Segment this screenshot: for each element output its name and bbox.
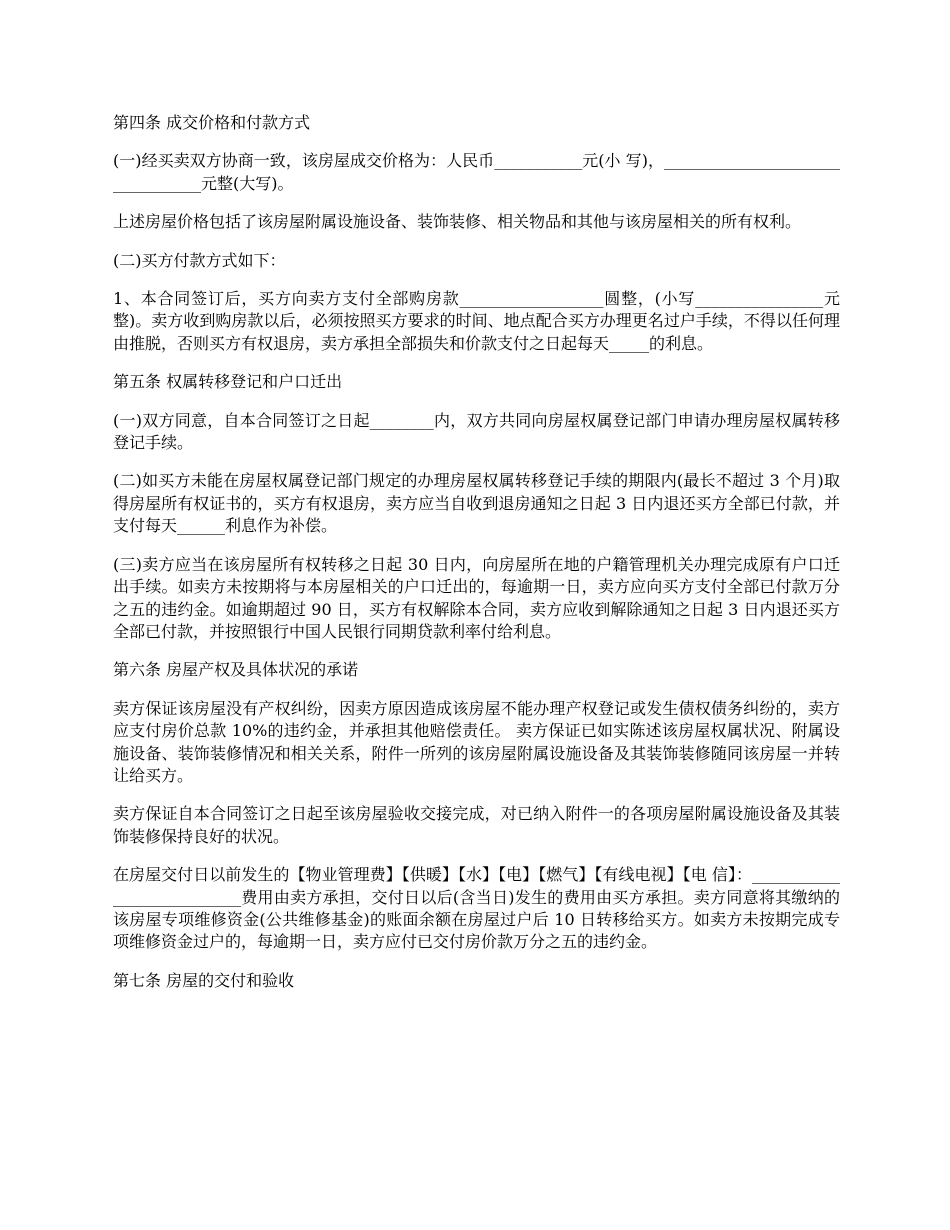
- paragraph-payment-1: 1、本合同签订后，买方向卖方支付全部购房款__________________圆整，(小写________________元整)。卖方收到购房款以后，必须按照买方要求的时间、地点配合买方办理更名过户手续，不得以任何理由推脱，否则买方有权退房，卖方承担全部损失和价款支付之日起每天_____的利息。: [113, 289, 840, 353]
- paragraph-fees: 在房屋交付日以前发生的【物业管理费】【供暖】【水】【电】【燃气】【有线电视】【电 信】：___________________________费用由卖方承担，交付日以后(含当日)发生的费用由买方承担。卖方同意将其缴纳的该房屋专项维修资金(公共维修基金)的账面余额在房屋过户后 10 日转移给买方。如卖方未按期完成专项维修资金过户的，每逾期一日，卖方应付已交付房价款万分之五的违约金。: [113, 865, 840, 952]
- paragraph-guarantee-2: 卖方保证自本合同签订之日起至该房屋验收交接完成，对已纳入附件一的各项房屋附属设施设备及其装饰装修保持良好的状况。: [113, 804, 840, 846]
- paragraph-transfer-1: (一)双方同意，自本合同签订之日起________内，双方共同向房屋权属登记部门申请办理房屋权属转移登记手续。: [113, 410, 840, 453]
- article-7-heading: 第七条 房屋的交付和验收: [113, 970, 295, 990]
- article-4-heading: 第四条 成交价格和付款方式: [113, 113, 311, 132]
- article-5-heading: 第五条 权属转移登记和户口迁出: [113, 372, 343, 392]
- paragraph-payment-method: (二)买方付款方式如下：: [113, 250, 286, 270]
- paragraph-transfer-3: (三)卖方应当在该房屋所有权转移之日起 30 日内，向房屋所在地的户籍管理机关办理完成原有户口迁出手续。如卖方未按期将与本房屋相关的户口迁出的，每逾期一日，卖方应向买方支付全部已付款万分之五的违约金。如逾期超过 90 日，买方有权解除本合同，卖方应收到解除通知之日起 3 日内退还买方全部已付款，并按照银行中国人民银行同期贷款利率付给利息。: [113, 554, 840, 641]
- article-6-heading: 第六条 房屋产权及具体状况的承诺: [113, 660, 359, 680]
- paragraph-guarantee-1: 卖方保证该房屋没有产权纠纷，因卖方原因造成该房屋不能办理产权登记或发生债权债务纠纷的，卖方应支付房价总款 10%的违约金，并承担其他赔偿责任。 卖方保证已如实陈述该房屋权属状况、附属设施设备、装饰装修情况和相关关系，附件一所列的该房屋附属设施设备及其装饰装修随同该房屋一并转让给买方。: [113, 698, 840, 785]
- paragraph-price: (一)经买卖双方协商一致，该房屋成交价格为：人民币___________元(小 写)，_________________________________元整(大写)。: [113, 151, 840, 193]
- paragraph-price-includes: 上述房屋价格包括了该房屋附属设施设备、装饰装修、相关物品和其他与该房屋相关的所有权利。: [113, 212, 802, 232]
- paragraph-transfer-2: (二)如买方未能在房屋权属登记部门规定的办理房屋权属转移登记手续的期限内(最长不超过 3 个月)取得房屋所有权证书的，买方有权退房，卖方应当自收到退房通知之日起 3 日内退还买方全部已付款，并支付每天______利息作为补偿。: [113, 471, 840, 536]
